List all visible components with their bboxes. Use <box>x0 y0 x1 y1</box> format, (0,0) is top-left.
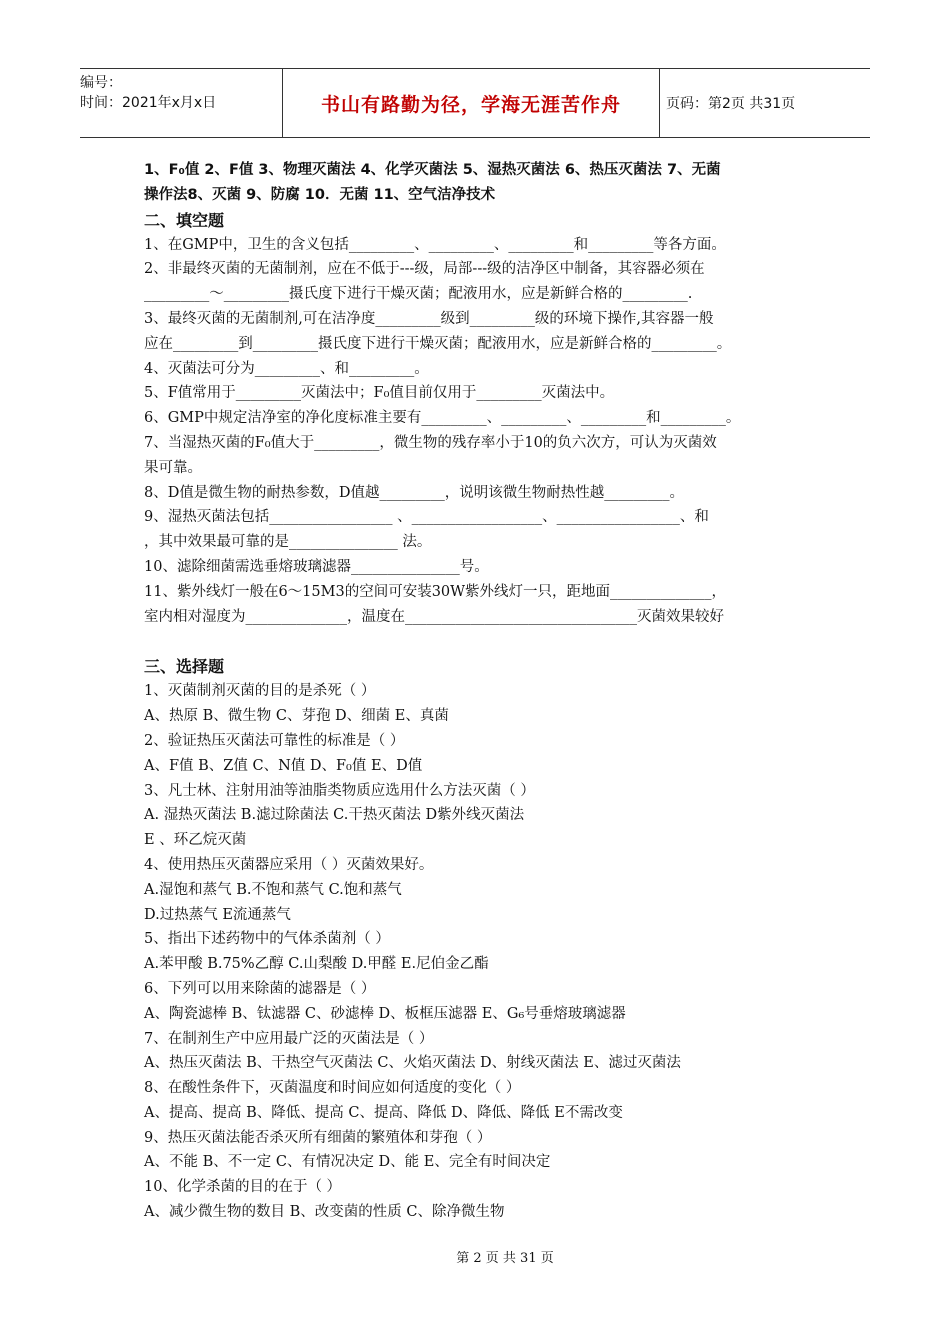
question-line: 10、化学杀菌的目的在于（ ） <box>144 1179 342 1196</box>
question-line: A、陶瓷滤棒 B、钛滤器 C、砂滤棒 D、板框压滤器 E、G₆号垂熔玻璃滤器 <box>144 1005 626 1022</box>
question-line: 3、凡士林、注射用油等油脂类物质应选用什么方法灭菌（ ） <box>144 782 535 799</box>
question-line: 室内相对湿度为______________，温度在________________________________灭菌效果较好 <box>144 608 724 625</box>
question-line: 5、指出下述药物中的气体杀菌剂（ ） <box>144 931 390 948</box>
page-header <box>80 68 870 138</box>
question-line: A、减少微生物的数目 B、改变菌的性质 C、除净微生物 <box>144 1204 505 1221</box>
page-footer: 第 2 页 共 31 页 <box>456 1251 554 1266</box>
question-line: A、提高、提高 B、降低、提高 C、提高、降低 D、降低、降低 E不需改变 <box>144 1104 623 1121</box>
question-line: 4、灭菌法可分为_________、和_________。 <box>144 360 429 377</box>
question-line: A、不能 B、不一定 C、有情况决定 D、能 E、完全有时间决定 <box>144 1154 551 1171</box>
question-line: 4、使用热压灭菌器应采用（ ）灭菌效果好。 <box>144 856 434 873</box>
question-line: 应在_________到_________摄氏度下进行干燥灭菌；配液用水，应是新鲜合格的_________。 <box>144 335 732 352</box>
question-line: 6、GMP中规定洁净室的净化度标准主要有_________、_________、_________和_________。 <box>144 410 741 427</box>
question-line: 1、灭菌制剂灭菌的目的是杀死（ ） <box>144 683 376 700</box>
header-meta <box>80 69 280 141</box>
question-line: A. 湿热灭菌法 B.滤过除菌法 C.干热灭菌法 D紫外线灭菌法 <box>144 807 525 824</box>
term-line: 1、F₀值 2、F值 3、物理灭菌法 4、化学灭菌法 5、湿热灭菌法 6、热压灭菌法 7、无菌 <box>144 162 721 178</box>
question-line: 6、下列可以用来除菌的滤器是（ ） <box>144 980 376 997</box>
term-line: 操作法8、灭菌 9、防腐 10．无菌 11、空气洁净技术 <box>144 186 496 203</box>
fill-section-title: 二、填空题 <box>144 210 225 230</box>
header-page-info-cell <box>660 69 876 137</box>
motto: 书山有路勤为径，学海无涯苦作舟 <box>320 93 621 116</box>
question-line: 10、滤除细菌需选垂熔玻璃滤器_______________号。 <box>144 558 489 575</box>
question-line: A、热原 B、微生物 C、芽孢 D、细菌 E、真菌 <box>144 708 449 725</box>
question-line: 9、热压灭菌法能否杀灭所有细菌的繁殖体和芽孢（ ） <box>144 1129 492 1146</box>
question-line: 8、在酸性条件下，灭菌温度和时间应如何适度的变化（ ） <box>144 1080 521 1097</box>
question-line: _________～_________摄氏度下进行干燥灭菌；配液用水，应是新鲜合格的_________. <box>144 286 693 303</box>
question-line: A.苯甲酸 B.75%乙醇 C.山梨酸 D.甲醛 E.尼伯金乙酯 <box>144 956 489 973</box>
choice-section-title: 三、选择题 <box>144 657 225 677</box>
page-info: 页码：第2页 共31页 <box>666 96 796 112</box>
question-line: 3、最终灭菌的无菌制剂,可在洁净度_________级到_________级的环境下操作,其容器一般 <box>144 310 714 327</box>
question-line: 2、验证热压灭菌法可靠性的标准是（ ） <box>144 732 405 749</box>
question-line: 2、非最终灭菌的无菌制剂，应在不低于---级，局部---级的洁净区中制备，其容器必须在 <box>144 261 705 278</box>
question-line: A、F值 B、Z值 C、N值 D、F₀值 E、D值 <box>144 757 423 774</box>
document-body <box>144 158 814 1225</box>
question-line: 11、紫外线灯一般在6～15M3的空间可安装30W紫外线灯一只，距地面______________， <box>144 583 727 600</box>
question-line: D.过热蒸气 E流通蒸气 <box>144 906 291 923</box>
number-label: 编号： <box>80 75 122 91</box>
date-label: 时间：2021年x月x日 <box>80 95 217 111</box>
question-line: 7、当湿热灭菌的F₀值大于_________，微生物的残存率小于10的负六次方，可认为灭菌效 <box>144 434 717 451</box>
question-line: A.湿饱和蒸气 B.不饱和蒸气 C.饱和蒸气 <box>144 881 402 898</box>
question-line: 9、湿热灭菌法包括_________________ 、__________________、_________________、和 <box>144 509 709 526</box>
question-line: 5、F值常用于_________灭菌法中；F₀值目前仅用于_________灭菌法中。 <box>144 385 615 402</box>
question-line: E 、环乙烷灭菌 <box>144 832 247 849</box>
question-line: A、热压灭菌法 B、干热空气灭菌法 C、火焰灭菌法 D、射线灭菌法 E、滤过灭菌法 <box>144 1055 681 1072</box>
header-motto-cell <box>282 69 660 137</box>
question-line: ，其中效果最可靠的是_______________ 法。 <box>144 534 432 551</box>
section-gap <box>144 629 814 654</box>
question-line: 7、在制剂生产中应用最广泛的灭菌法是（ ） <box>144 1030 434 1047</box>
question-line: 果可靠。 <box>144 459 202 476</box>
question-line: 8、D值是微生物的耐热参数，D值越_________，说明该微生物耐热性越_________。 <box>144 484 684 501</box>
question-line: 1、在GMP中，卫生的含义包括_________、_________、_________和_________等各方面。 <box>144 236 726 253</box>
